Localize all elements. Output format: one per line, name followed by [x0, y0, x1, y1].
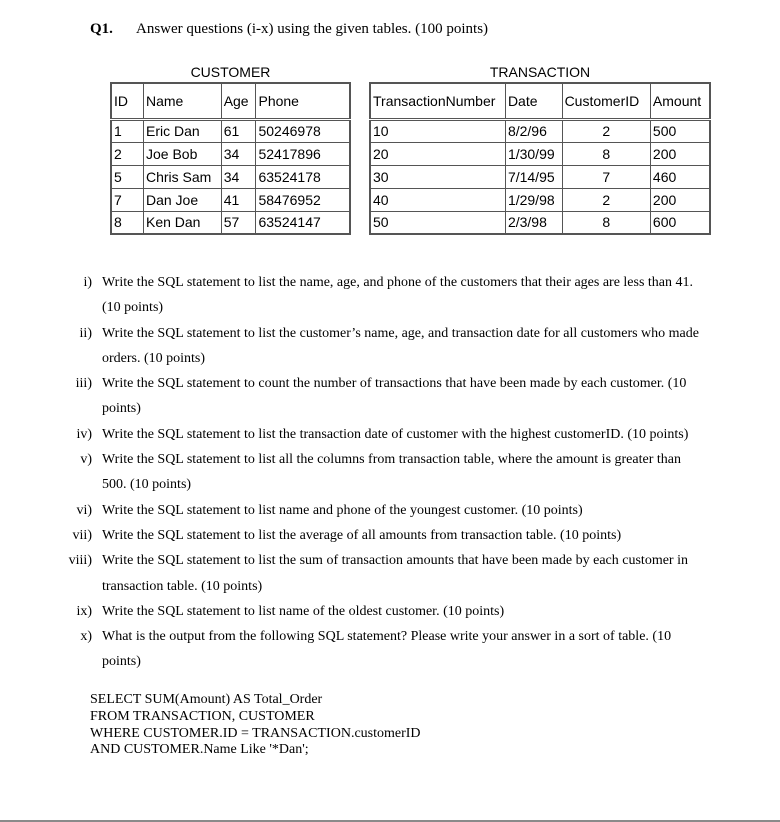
question-item	[0, 447, 780, 498]
question-text-line2: transaction table. (10 points)	[102, 578, 263, 594]
customer-col-name: Name	[143, 83, 221, 119]
transaction-cell-date: 2/3/98	[505, 211, 562, 234]
customer-cell-id: 5	[111, 165, 143, 188]
sql-statement	[90, 692, 421, 759]
customer-cell-id: 2	[111, 142, 143, 165]
question-text-line1: Write the SQL statement to list name and phone of the youngest customer. (10 points)	[102, 502, 583, 518]
transaction-cell-amount: 600	[650, 211, 710, 234]
transaction-cell-customerid: 2	[562, 188, 650, 211]
sql-line: AND CUSTOMER.Name Like '*Dan';	[90, 742, 309, 758]
question-item	[0, 599, 780, 624]
customer-cell-age: 57	[221, 211, 256, 234]
transaction-cell-date: 8/2/96	[505, 119, 562, 142]
transaction-row	[370, 119, 710, 142]
transaction-col-date: Date	[505, 83, 562, 119]
question-text-line1: Write the SQL statement to list all the columns from transaction table, where the amount is greater than	[102, 452, 681, 468]
customer-cell-name: Dan Joe	[143, 188, 221, 211]
customer-cell-phone: 58476952	[256, 188, 350, 211]
question-numeral: ix)	[76, 603, 92, 619]
customer-cell-id: 8	[111, 211, 143, 234]
question-item	[0, 548, 780, 599]
transaction-col-number: TransactionNumber	[370, 83, 505, 119]
question-text-line1: Write the SQL statement to list the sum of transaction amounts that have been made by each customer in	[102, 553, 688, 569]
question-item	[0, 624, 780, 675]
transaction-cell-number: 50	[370, 211, 505, 234]
question-text-line1: Write the SQL statement to list the transaction date of customer with the highest customerID. (10 points)	[102, 426, 689, 442]
customer-table	[110, 82, 351, 235]
customer-cell-name: Chris Sam	[143, 165, 221, 188]
customer-row	[111, 119, 350, 142]
question-numeral: x)	[80, 629, 92, 645]
question-item	[0, 422, 780, 447]
transaction-cell-amount: 200	[650, 142, 710, 165]
question-item	[0, 523, 780, 548]
transaction-cell-customerid: 8	[562, 211, 650, 234]
customer-cell-phone: 52417896	[256, 142, 350, 165]
customer-cell-phone: 63524147	[256, 211, 350, 234]
customer-cell-name: Eric Dan	[143, 119, 221, 142]
question-item	[0, 371, 780, 422]
question-numeral: vi)	[76, 502, 92, 518]
transaction-cell-number: 30	[370, 165, 505, 188]
transaction-cell-number: 10	[370, 119, 505, 142]
customer-cell-age: 34	[221, 142, 256, 165]
customer-col-age: Age	[221, 83, 256, 119]
transaction-table-caption: TRANSACTION	[489, 64, 591, 80]
customer-col-phone: Phone	[256, 83, 350, 119]
question-numeral: vii)	[72, 527, 92, 543]
customer-cell-age: 61	[221, 119, 256, 142]
question-numeral: viii)	[68, 553, 92, 569]
customer-cell-age: 34	[221, 165, 256, 188]
question-number: Q1.	[90, 21, 113, 37]
question-text-line1: Write the SQL statement to count the number of transactions that have been made by each customer. (10	[102, 376, 687, 392]
transaction-col-amount: Amount	[650, 83, 710, 119]
sql-line: WHERE CUSTOMER.ID = TRANSACTION.customerID	[90, 725, 421, 741]
transaction-table	[369, 82, 711, 235]
sql-line: FROM TRANSACTION, CUSTOMER	[90, 708, 315, 724]
transaction-cell-date: 1/30/99	[505, 142, 562, 165]
transaction-cell-amount: 460	[650, 165, 710, 188]
customer-table-caption: CUSTOMER	[190, 64, 271, 80]
question-text-line1: Write the SQL statement to list the average of all amounts from transaction table. (10 points)	[102, 527, 622, 543]
question-item	[0, 321, 780, 372]
customer-col-id: ID	[111, 83, 143, 119]
transaction-cell-date: 7/14/95	[505, 165, 562, 188]
question-text-line2: orders. (10 points)	[102, 350, 206, 366]
page-top-edge	[0, 0, 780, 4]
customer-cell-name: Ken Dan	[143, 211, 221, 234]
transaction-cell-customerid: 2	[562, 119, 650, 142]
question-text-line1: Write the SQL statement to list the customer’s name, age, and transaction date for all customers who made	[102, 325, 699, 341]
transaction-cell-number: 40	[370, 188, 505, 211]
customer-cell-name: Joe Bob	[143, 142, 221, 165]
customer-row	[111, 188, 350, 211]
question-numeral: iv)	[76, 426, 92, 442]
customer-cell-phone: 50246978	[256, 119, 350, 142]
transaction-cell-date: 1/29/98	[505, 188, 562, 211]
question-header	[90, 21, 488, 38]
question-text-line2: (10 points)	[102, 300, 164, 316]
transaction-row	[370, 165, 710, 188]
customer-row	[111, 165, 350, 188]
customer-cell-age: 41	[221, 188, 256, 211]
customer-row	[111, 142, 350, 165]
sql-line: SELECT SUM(Amount) AS Total_Order	[90, 692, 323, 707]
question-text-line2: points)	[102, 401, 141, 417]
question-text-line1: What is the output from the following SQL statement? Please write your answer in a sort of table. (10	[102, 629, 672, 645]
transaction-cell-number: 20	[370, 142, 505, 165]
question-instruction: Answer questions (i-x) using the given tables. (100 points)	[136, 21, 489, 37]
customer-row	[111, 211, 350, 234]
question-numeral: v)	[80, 452, 92, 468]
question-item	[0, 270, 780, 321]
customer-cell-id: 1	[111, 119, 143, 142]
transaction-col-customerid: CustomerID	[562, 83, 650, 119]
transaction-cell-customerid: 7	[562, 165, 650, 188]
question-list	[0, 270, 780, 675]
transaction-cell-amount: 500	[650, 119, 710, 142]
question-numeral: i)	[83, 275, 92, 290]
transaction-row	[370, 142, 710, 165]
question-text-line1: Write the SQL statement to list name of the oldest customer. (10 points)	[102, 603, 505, 619]
question-text-line2: points)	[102, 654, 141, 670]
customer-header-row	[111, 83, 350, 119]
customer-cell-phone: 63524178	[256, 165, 350, 188]
transaction-row	[370, 188, 710, 211]
question-text-line1: Write the SQL statement to list the name, age, and phone of the customers that their ages are less than 41.	[102, 275, 694, 290]
customer-cell-id: 7	[111, 188, 143, 211]
question-text-line2: 500. (10 points)	[102, 477, 192, 493]
question-item	[0, 498, 780, 523]
transaction-header-row	[370, 83, 710, 119]
transaction-cell-amount: 200	[650, 188, 710, 211]
transaction-row	[370, 211, 710, 234]
question-numeral: iii)	[75, 376, 92, 392]
transaction-cell-customerid: 8	[562, 142, 650, 165]
question-numeral: ii)	[79, 325, 92, 341]
